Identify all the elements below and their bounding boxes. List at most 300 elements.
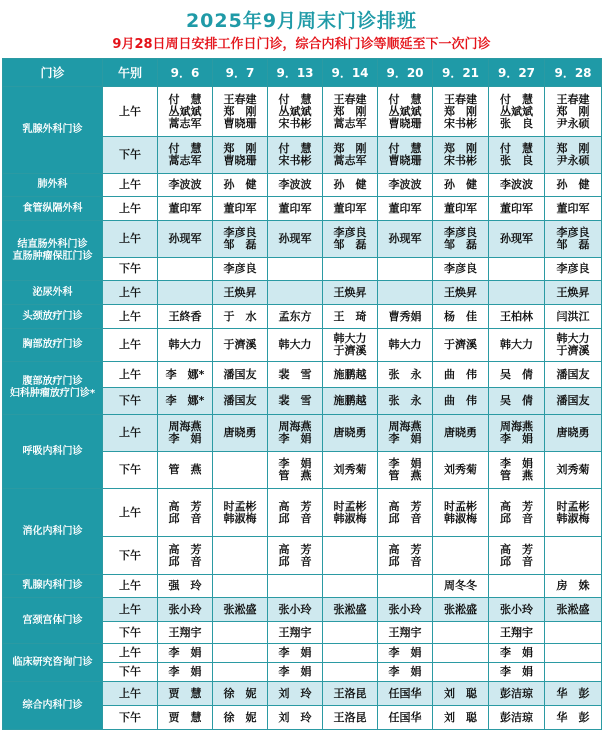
schedule-cell (213, 305, 268, 329)
schedule-cell (323, 706, 378, 730)
schedule-cell (268, 258, 323, 281)
schedule-cell (323, 329, 378, 362)
doctor-name: 董印军 (333, 201, 367, 215)
doctor-name: 付 慧 (168, 142, 202, 155)
doctor-name: 刘秀菊 (556, 463, 590, 476)
schedule-cell (323, 137, 378, 174)
doctor-name: 邱 音 (278, 554, 312, 568)
period-label: 下午 (103, 706, 158, 730)
doctor-name: 付 慧 (388, 92, 422, 106)
schedule-cell (489, 415, 545, 452)
doctor-name: 李波波 (500, 178, 533, 191)
doctor-name: 张小玲 (168, 602, 202, 616)
table-row (3, 598, 602, 622)
schedule-cell (213, 329, 268, 362)
page-title: 2025年9月周末门诊排班 (185, 10, 418, 32)
doctor-name: 付 慧 (500, 142, 533, 155)
schedule-cell (213, 452, 268, 489)
doctor-name: 时孟彬 (556, 499, 590, 513)
schedule-cell (158, 362, 213, 388)
schedule-cell (213, 281, 268, 305)
doctor-name: 王焕昇 (223, 285, 257, 299)
doctor-name: 彭洁琼 (500, 686, 533, 700)
doctor-name: 于濟溪 (223, 338, 257, 351)
schedule-cell (489, 87, 545, 137)
schedule-cell (268, 174, 323, 197)
doctor-name: 蒿志军 (333, 154, 367, 167)
doctor-name: 张 良 (500, 154, 533, 167)
schedule-body (3, 87, 602, 730)
header-date: 9．21 (433, 59, 489, 87)
table-row (3, 415, 602, 452)
doctor-name: 付 慧 (500, 92, 533, 106)
schedule-cell (489, 137, 545, 174)
doctor-name: 韩淑梅 (223, 511, 257, 525)
doctor-name: 邱 音 (500, 511, 533, 525)
schedule-cell (489, 452, 545, 489)
schedule-cell (158, 174, 213, 197)
doctor-name: 李 娟 (500, 432, 533, 445)
schedule-cell (378, 221, 433, 258)
schedule-cell (158, 489, 213, 537)
schedule-cell (378, 305, 433, 329)
doctor-name: 闫洪江 (556, 309, 590, 323)
doctor-name: 管 燕 (388, 469, 422, 482)
schedule-cell (268, 682, 323, 706)
schedule-cell (158, 644, 213, 663)
schedule-cell (323, 281, 378, 305)
header-date: 9．14 (323, 59, 378, 87)
schedule-cell (213, 221, 268, 258)
doctor-name: 董印军 (556, 201, 590, 215)
schedule-cell (545, 663, 602, 682)
schedule-cell (213, 537, 268, 575)
schedule-cell (268, 329, 323, 362)
doctor-name: 李波波 (278, 178, 312, 191)
schedule-cell (158, 305, 213, 329)
doctor-name: 曹秀娟 (388, 309, 422, 323)
table-row (3, 174, 602, 197)
schedule-cell (378, 663, 433, 682)
doctor-name: 孙 健 (556, 178, 590, 191)
schedule-cell (433, 663, 489, 682)
department-name: 临床研究咨询门诊 (3, 644, 103, 682)
period-label: 下午 (103, 452, 158, 489)
doctor-name: 刘 聪 (444, 710, 477, 724)
header-date: 9．13 (268, 59, 323, 87)
page-subtitle: 9月28日周日安排工作日门诊，综合内科门诊等顺延至下一次门诊 (112, 37, 491, 52)
table-row (3, 362, 602, 388)
schedule-cell (158, 329, 213, 362)
schedule-cell (323, 221, 378, 258)
schedule-cell (213, 174, 268, 197)
schedule-cell (213, 622, 268, 644)
department-name: 综合内科门诊 (3, 682, 103, 730)
schedule-cell (158, 663, 213, 682)
department-name: 头颈放疗门诊 (3, 305, 103, 329)
doctor-name: 邹 磊 (223, 238, 257, 251)
schedule-cell (378, 174, 433, 197)
doctor-name: 李 娟 (278, 665, 312, 678)
doctor-name: 李 娟 (500, 665, 533, 678)
schedule-cell (378, 415, 433, 452)
schedule-cell (545, 137, 602, 174)
doctor-name: 郑 刚 (333, 104, 367, 118)
schedule-cell (323, 305, 378, 329)
doctor-name: 孙 健 (223, 178, 257, 191)
doctor-name: 于濟溪 (333, 344, 367, 357)
doctor-name: 王焕昇 (556, 285, 590, 299)
schedule-cell (433, 281, 489, 305)
schedule-cell (213, 663, 268, 682)
doctor-name: 周海燕 (168, 420, 202, 433)
schedule-cell (433, 137, 489, 174)
schedule-cell (268, 281, 323, 305)
schedule-cell (433, 221, 489, 258)
doctor-name: 郑 刚 (444, 104, 477, 118)
schedule-cell (158, 258, 213, 281)
doctor-name: 刘 聪 (444, 686, 477, 700)
schedule-cell (489, 682, 545, 706)
header-date: 9．28 (545, 59, 602, 87)
schedule-cell (545, 706, 602, 730)
doctor-name: 华 彭 (556, 710, 590, 724)
schedule-cell (489, 575, 545, 598)
schedule-cell (489, 329, 545, 362)
doctor-name: 高 芳 (500, 542, 533, 556)
schedule-table (2, 58, 602, 730)
doctor-name: 宋书彬 (444, 116, 477, 130)
period-label: 上午 (103, 682, 158, 706)
doctor-name: 高 芳 (168, 499, 202, 513)
doctor-name: 李 娟 (500, 457, 533, 470)
doctor-name: 李 娟 (168, 665, 202, 678)
doctor-name: 孙现军 (168, 232, 202, 245)
doctor-name: 蒿志军 (168, 116, 202, 130)
doctor-name: 徐 妮 (223, 710, 257, 724)
department-name: 乳腺外科门诊 (3, 87, 103, 174)
doctor-name: 邱 音 (500, 554, 533, 568)
doctor-name: 曹晓珊 (388, 154, 422, 167)
schedule-cell (545, 682, 602, 706)
doctor-name: 刘秀菊 (444, 463, 477, 476)
doctor-name: 贾 慧 (168, 710, 202, 724)
schedule-cell (213, 682, 268, 706)
period-label: 上午 (103, 598, 158, 622)
doctor-name: 李彦良 (223, 226, 257, 239)
period-label: 上午 (103, 221, 158, 258)
doctor-name: 郑 刚 (556, 104, 590, 118)
period-label: 上午 (103, 644, 158, 663)
doctor-name: 宋书彬 (444, 154, 477, 167)
schedule-cell (213, 575, 268, 598)
doctor-name: 宋书彬 (278, 116, 312, 130)
schedule-cell (378, 489, 433, 537)
doctor-name: 韩淑梅 (333, 511, 367, 525)
doctor-name: 韩大力 (556, 332, 590, 345)
schedule-cell (268, 489, 323, 537)
header-dept: 门诊 (3, 59, 103, 87)
doctor-name: 周海燕 (278, 420, 312, 433)
doctor-name: 管 燕 (168, 463, 202, 476)
schedule-cell (378, 622, 433, 644)
schedule-cell (323, 388, 378, 415)
schedule-cell (489, 644, 545, 663)
schedule-cell (433, 644, 489, 663)
header-period: 午别 (103, 59, 158, 87)
schedule-cell (378, 87, 433, 137)
doctor-name: 王翔宇 (500, 625, 533, 639)
schedule-cell (545, 575, 602, 598)
schedule-cell (323, 644, 378, 663)
doctor-name: 付 慧 (278, 92, 312, 106)
doctor-name: 王焕昇 (333, 285, 367, 299)
doctor-name: 王春建 (223, 92, 257, 106)
schedule-cell (545, 644, 602, 663)
doctor-name: 郑 刚 (223, 142, 257, 155)
doctor-name: 蒿志军 (333, 116, 367, 130)
table-row (3, 197, 602, 221)
header-date: 9．27 (489, 59, 545, 87)
doctor-name: 曹晓珊 (388, 116, 422, 130)
doctor-name: 邱 音 (278, 511, 312, 525)
doctor-name: 李 娜* (165, 367, 205, 381)
table-row (3, 305, 602, 329)
doctor-name: 李彦良 (444, 226, 477, 239)
schedule-cell (158, 137, 213, 174)
doctor-name: 王終香 (168, 309, 202, 323)
schedule-cell (489, 537, 545, 575)
schedule-cell (378, 137, 433, 174)
doctor-name: 强 玲 (168, 579, 202, 592)
doctor-name: 孙现军 (388, 232, 422, 245)
schedule-cell (433, 329, 489, 362)
doctor-name: 邹 磊 (444, 238, 477, 251)
doctor-name: 邱 音 (168, 511, 202, 525)
department-name-line: 结直肠外科门诊 (17, 238, 88, 250)
schedule-cell (378, 362, 433, 388)
schedule-cell (268, 598, 323, 622)
doctor-name: 李 娟 (278, 646, 312, 659)
schedule-cell (545, 305, 602, 329)
doctor-name: 王翔宇 (278, 625, 312, 639)
schedule-cell (433, 415, 489, 452)
doctor-name: 丛斌斌 (278, 104, 312, 118)
doctor-name: 张小玲 (388, 602, 422, 616)
doctor-name: 刘秀菊 (333, 463, 367, 476)
period-label: 下午 (103, 537, 158, 575)
schedule-cell (268, 663, 323, 682)
schedule-cell (433, 706, 489, 730)
doctor-name: 李 娜* (165, 394, 205, 407)
doctor-name: 张 永 (388, 367, 422, 381)
doctor-name: 王 琦 (333, 309, 367, 323)
doctor-name: 李 娟 (168, 432, 202, 445)
schedule-cell (545, 258, 602, 281)
period-label: 上午 (103, 197, 158, 221)
department-name: 肺外科 (3, 174, 103, 197)
schedule-cell (158, 415, 213, 452)
doctor-name: 王翔宇 (168, 625, 202, 639)
schedule-cell (378, 197, 433, 221)
table-row (3, 329, 602, 362)
schedule-cell (378, 598, 433, 622)
schedule-cell (489, 258, 545, 281)
period-label: 上午 (103, 415, 158, 452)
doctor-name: 李波波 (388, 178, 422, 191)
schedule-cell (489, 388, 545, 415)
doctor-name: 韩淑梅 (444, 511, 477, 525)
doctor-name: 宋书彬 (278, 154, 312, 167)
doctor-name: 唐晓勇 (556, 426, 590, 439)
schedule-cell (489, 197, 545, 221)
doctor-name: 郑 刚 (333, 142, 367, 155)
doctor-name: 张小玲 (500, 602, 533, 616)
schedule-cell (323, 537, 378, 575)
schedule-cell (158, 281, 213, 305)
doctor-name: 曲 伟 (444, 394, 477, 407)
doctor-name: 高 芳 (500, 499, 533, 513)
doctor-name: 王翔宇 (388, 625, 422, 639)
doctor-name: 郑 刚 (223, 104, 257, 118)
department-name: 消化内科门诊 (3, 489, 103, 575)
schedule-cell (323, 197, 378, 221)
doctor-name: 曲 伟 (444, 367, 477, 381)
doctor-name: 张淞盛 (223, 602, 257, 616)
header-date: 9．20 (378, 59, 433, 87)
header-date: 9．6 (158, 59, 213, 87)
schedule-cell (158, 452, 213, 489)
doctor-name: 时孟彬 (333, 499, 367, 513)
doctor-name: 施鹏越 (333, 367, 367, 381)
schedule-sheet (2, 58, 601, 730)
period-label: 下午 (103, 258, 158, 281)
period-label: 下午 (103, 663, 158, 682)
schedule-cell (158, 197, 213, 221)
doctor-name: 丛斌斌 (388, 104, 422, 118)
doctor-name: 王洛昆 (333, 710, 367, 724)
schedule-cell (323, 663, 378, 682)
schedule-cell (323, 622, 378, 644)
schedule-cell (323, 87, 378, 137)
doctor-name: 董印军 (223, 201, 257, 215)
period-label: 下午 (103, 622, 158, 644)
doctor-name: 李彦良 (556, 262, 590, 275)
schedule-cell (268, 537, 323, 575)
schedule-cell (158, 706, 213, 730)
doctor-name: 韩淑梅 (556, 511, 590, 525)
doctor-name: 孙 健 (333, 178, 367, 191)
doctor-name: 李 娟 (388, 665, 422, 678)
schedule-cell (545, 537, 602, 575)
table-row (3, 221, 602, 258)
doctor-name: 邱 音 (388, 554, 422, 568)
schedule-cell (378, 682, 433, 706)
schedule-cell (545, 415, 602, 452)
schedule-cell (378, 706, 433, 730)
doctor-name: 丛斌斌 (168, 104, 202, 118)
doctor-name: 张小玲 (278, 602, 312, 616)
schedule-cell (323, 174, 378, 197)
schedule-cell (378, 388, 433, 415)
schedule-cell (489, 622, 545, 644)
schedule-cell (433, 537, 489, 575)
doctor-name: 韩大力 (388, 338, 422, 351)
doctor-name: 施鹏越 (333, 394, 367, 407)
schedule-cell (213, 197, 268, 221)
schedule-cell (268, 622, 323, 644)
doctor-name: 董印军 (168, 201, 202, 215)
schedule-cell (433, 87, 489, 137)
department-name (3, 362, 103, 415)
doctor-name: 潘国友 (223, 394, 257, 407)
doctor-name: 董印军 (444, 201, 477, 215)
schedule-cell (545, 362, 602, 388)
schedule-cell (323, 575, 378, 598)
schedule-cell (268, 706, 323, 730)
schedule-cell (268, 305, 323, 329)
schedule-cell (489, 305, 545, 329)
schedule-cell (433, 258, 489, 281)
schedule-cell (378, 644, 433, 663)
schedule-cell (545, 221, 602, 258)
doctor-name: 唐晓勇 (333, 426, 367, 439)
doctor-name: 王洛昆 (333, 686, 367, 700)
doctor-name: 裴 雪 (278, 394, 312, 407)
doctor-name: 于 水 (223, 309, 257, 323)
doctor-name: 曹晓珊 (223, 116, 257, 130)
doctor-name: 李彦良 (333, 226, 367, 239)
doctor-name: 付 慧 (278, 142, 312, 155)
schedule-cell (213, 644, 268, 663)
schedule-cell (268, 197, 323, 221)
department-name: 乳腺内科门诊 (3, 575, 103, 598)
doctor-name: 时孟彬 (223, 499, 257, 513)
table-row (3, 644, 602, 663)
doctor-name: 张 永 (388, 394, 422, 407)
doctor-name: 孙现军 (500, 232, 533, 245)
schedule-cell (268, 87, 323, 137)
schedule-cell (323, 362, 378, 388)
doctor-name: 潘国友 (556, 394, 590, 407)
doctor-name: 王柏林 (500, 309, 533, 323)
period-label: 上午 (103, 489, 158, 537)
doctor-name: 张淞盛 (333, 602, 367, 616)
schedule-cell (378, 281, 433, 305)
doctor-name: 裴 雪 (278, 367, 312, 381)
period-label: 上午 (103, 305, 158, 329)
schedule-cell (158, 87, 213, 137)
doctor-name: 李 娟 (278, 457, 312, 470)
schedule-cell (489, 362, 545, 388)
doctor-name: 李 娟 (388, 457, 422, 470)
doctor-name: 李彦良 (223, 262, 257, 275)
schedule-cell (323, 452, 378, 489)
period-label: 上午 (103, 362, 158, 388)
schedule-cell (545, 489, 602, 537)
doctor-name: 高 芳 (388, 499, 422, 513)
schedule-cell (433, 489, 489, 537)
doctor-name: 王春建 (556, 92, 590, 106)
department-name: 呼吸内科门诊 (3, 415, 103, 489)
schedule-cell (158, 598, 213, 622)
schedule-cell (268, 362, 323, 388)
period-label: 下午 (103, 388, 158, 415)
doctor-name: 管 燕 (278, 469, 312, 482)
header-row (3, 59, 602, 87)
schedule-cell (489, 706, 545, 730)
schedule-cell (213, 258, 268, 281)
